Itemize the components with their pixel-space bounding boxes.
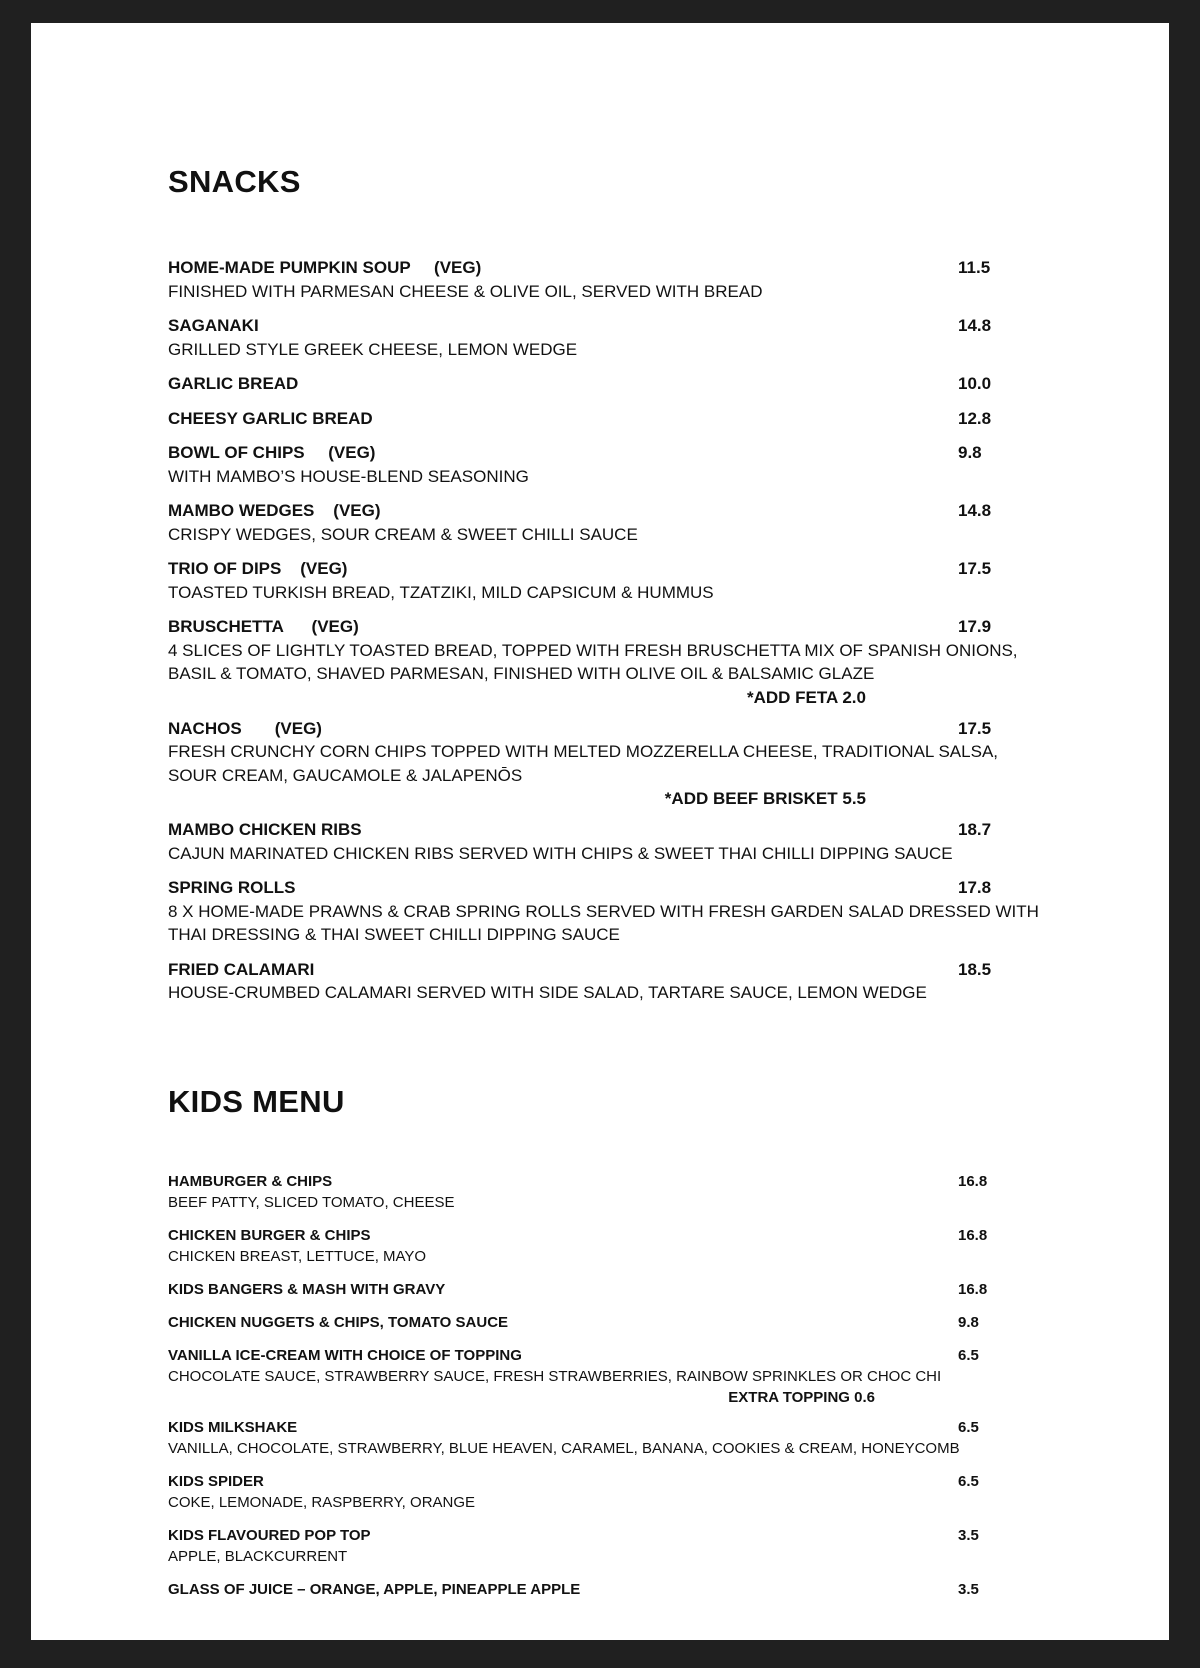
item-desc: CAJUN MARINATED CHICKEN RIBS SERVED WITH CHIPS & SWEET THAI CHILLI DIPPING SAUCE (168, 843, 953, 863)
item-price: 16.8 (958, 1173, 988, 1190)
item-desc: VANILLA, CHOCOLATE, STRAWBERRY, BLUE HEAVEN, CARAMEL, BANANA, COOKIES & CREAM, HONEYCOMB (168, 1440, 960, 1457)
item-price: 6.5 (958, 1473, 979, 1490)
menu-item (168, 314, 1048, 361)
item-name: CHEESY GARLIC BREAD (168, 408, 373, 428)
item-price: 11.5 (958, 258, 991, 277)
menu-item (168, 1279, 1048, 1300)
item-desc: GRILLED STYLE GREEK CHEESE, LEMON WEDGE (168, 339, 578, 359)
item-name: KIDS MILKSHAKE (168, 1419, 298, 1436)
item-price: 6.5 (958, 1347, 979, 1364)
item-price: 14.8 (958, 316, 992, 335)
item-name: KIDS BANGERS & MASH WITH GRAVY (168, 1281, 446, 1298)
menu-item (168, 1417, 1048, 1459)
item-desc: FINISHED WITH PARMESAN CHEESE & OLIVE OIL, SERVED WITH BREAD (168, 281, 763, 301)
item-name: GLASS OF JUICE – ORANGE, APPLE, PINEAPPLE APPLE (168, 1581, 581, 1598)
item-name: KIDS FLAVOURED POP TOP (168, 1527, 371, 1544)
menu-item (168, 499, 1048, 546)
item-name: NACHOS (VEG) (168, 718, 322, 738)
item-name: BOWL OF CHIPS (VEG) (168, 443, 376, 462)
menu-item (168, 1171, 1048, 1213)
item-price: 3.5 (958, 1581, 979, 1598)
item-name: SPRING ROLLS (168, 878, 296, 897)
snacks-section (168, 163, 1048, 1016)
item-desc: CHICKEN BREAST, LETTUCE, MAYO (168, 1248, 427, 1265)
menu-item (168, 958, 1048, 1005)
menu-item (168, 1525, 1048, 1567)
menu-item (168, 441, 1048, 488)
item-desc: TOASTED TURKISH BREAD, TZATZIKI, MILD CAPSICUM & HUMMUS (168, 582, 714, 602)
kids-items (168, 1171, 1048, 1600)
item-desc: WITH MAMBO’S HOUSE-BLEND SEASONING (168, 466, 529, 486)
menu-item (168, 1225, 1048, 1267)
item-name: MAMBO CHICKEN RIBS (168, 820, 362, 839)
item-price: 9.8 (958, 443, 982, 462)
item-name: MAMBO WEDGES (VEG) (168, 501, 381, 520)
item-desc: APPLE, BLACKCURRENT (168, 1548, 348, 1565)
menu-page (31, 23, 1169, 1640)
menu-item (168, 876, 1048, 947)
item-desc: 4 SLICES OF LIGHTLY TOASTED BREAD, TOPPED WITH FRESH BRUSCHETTA MIX OF SPANISH ONIONS, BASIL & TOMATO, SHAVED PARMESAN, FINISHED WITH OLIVE OIL & BALSAMIC GLAZE (168, 640, 1018, 683)
item-price: 18.5 (958, 959, 992, 979)
item-addon: EXTRA TOPPING 0.6 (728, 1389, 875, 1406)
menu-item (168, 717, 1048, 812)
item-name: FRIED CALAMARI (168, 959, 315, 979)
menu-item (168, 615, 1048, 710)
item-price: 14.8 (958, 501, 992, 520)
section-title: SNACKS (168, 164, 301, 199)
item-name: CHICKEN NUGGETS & CHIPS, TOMATO SAUCE (168, 1314, 509, 1331)
menu-item (168, 1579, 1048, 1600)
menu-item (168, 256, 1048, 303)
item-name: HOME-MADE PUMPKIN SOUP (VEG) (168, 258, 482, 277)
item-price: 10.0 (958, 374, 992, 393)
item-price: 17.8 (958, 878, 992, 897)
item-desc: CRISPY WEDGES, SOUR CREAM & SWEET CHILLI SAUCE (168, 524, 638, 544)
item-price: 6.5 (958, 1419, 979, 1436)
item-desc: CHOCOLATE SAUCE, STRAWBERRY SAUCE, FRESH STRAWBERRIES, RAINBOW SPRINKLES OR CHOC CHI (168, 1368, 942, 1385)
kids-menu-section (168, 1083, 1048, 1612)
item-name: CHICKEN BURGER & CHIPS (168, 1227, 371, 1244)
item-price: 16.8 (958, 1281, 988, 1298)
item-price: 9.8 (958, 1314, 979, 1331)
item-price: 17.5 (958, 559, 992, 578)
item-name: BRUSCHETTA (VEG) (168, 617, 359, 636)
item-desc: HOUSE-CRUMBED CALAMARI SERVED WITH SIDE SALAD, TARTARE SAUCE, LEMON WEDGE (168, 983, 927, 1002)
menu-item (168, 1345, 1048, 1408)
menu-item (168, 818, 1048, 865)
item-name: KIDS SPIDER (168, 1473, 264, 1490)
menu-item (168, 1312, 1048, 1333)
item-name: GARLIC BREAD (168, 374, 299, 393)
snacks-items (168, 256, 1048, 1005)
item-desc: FRESH CRUNCHY CORN CHIPS TOPPED WITH MELTED MOZZERELLA CHEESE, TRADITIONAL SALSA, SOUR CREAM, GAUCAMOLE & JALAPENŌS (168, 742, 999, 785)
menu-item (168, 557, 1048, 604)
item-desc: 8 X HOME-MADE PRAWNS & CRAB SPRING ROLLS SERVED WITH FRESH GARDEN SALAD DRESSED WITH THAI DRESSING & THAI SWEET CHILLI DIPPING SAUCE (168, 901, 1039, 944)
item-addon: *ADD BEEF BRISKET 5.5 (664, 789, 866, 808)
section-title: KIDS MENU (168, 1084, 345, 1119)
menu-item (168, 1471, 1048, 1513)
menu-item (168, 372, 1048, 396)
item-price: 3.5 (958, 1527, 979, 1544)
item-price: 17.5 (958, 718, 992, 738)
item-price: 18.7 (958, 820, 992, 839)
item-name: HAMBURGER & CHIPS (168, 1173, 333, 1190)
item-addon: *ADD FETA 2.0 (746, 687, 866, 707)
item-name: SAGANAKI (168, 316, 259, 335)
item-name: TRIO OF DIPS (VEG) (168, 559, 348, 578)
item-price: 12.8 (958, 408, 992, 428)
menu-item (168, 407, 1048, 431)
item-price: 16.8 (958, 1227, 988, 1244)
item-desc: BEEF PATTY, SLICED TOMATO, CHEESE (168, 1194, 455, 1211)
item-desc: COKE, LEMONADE, RASPBERRY, ORANGE (168, 1494, 476, 1511)
item-price: 17.9 (958, 617, 992, 636)
item-name: VANILLA ICE-CREAM WITH CHOICE OF TOPPING (168, 1347, 522, 1364)
